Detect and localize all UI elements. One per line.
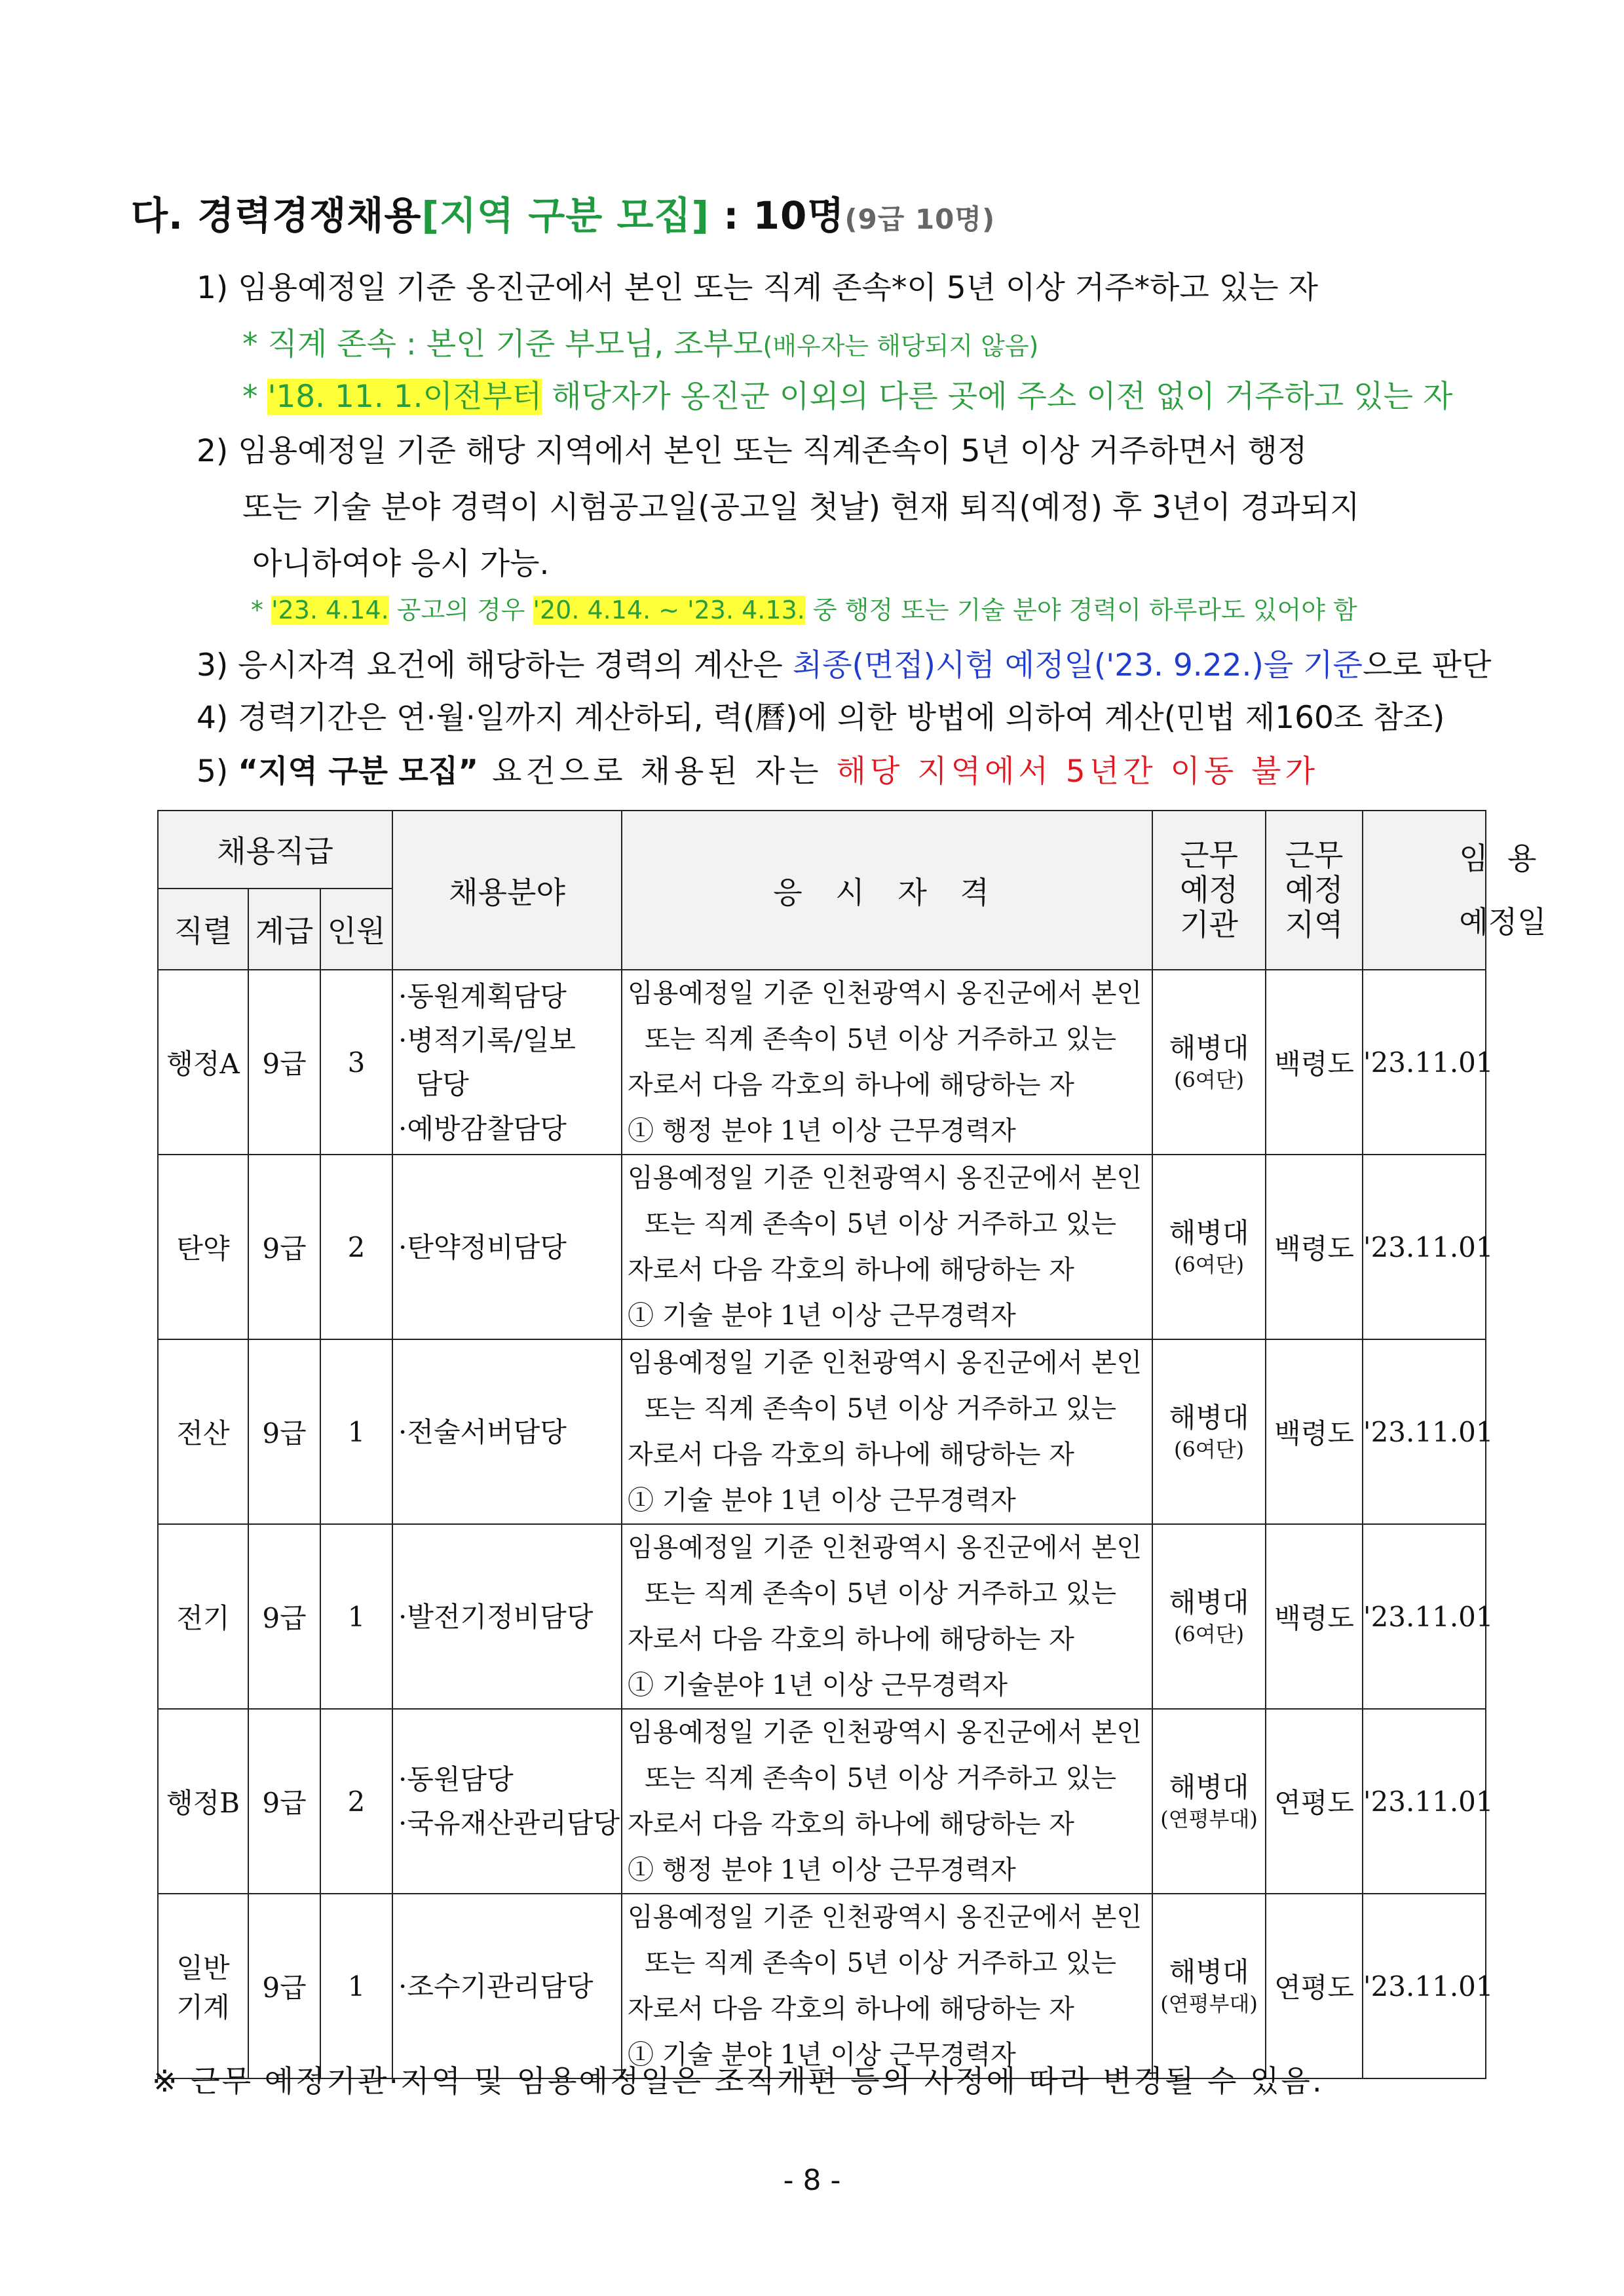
qual-line-1: 임용예정일 기준 인천광역시 옹진군에서 본인 <box>628 1348 1142 1379</box>
qual-line-1: 임용예정일 기준 인천광역시 옹진군에서 본인 <box>628 1717 1142 1748</box>
count-label: 2 <box>347 1231 366 1263</box>
region-label: 백령도 <box>1274 1417 1354 1450</box>
qual-line-3: 자로서 다음 각호의 하나에 해당하는 자 <box>628 1994 1074 2025</box>
field-item: 담당 <box>398 1068 469 1101</box>
count-label: 3 <box>347 1046 366 1079</box>
item-2-line-2: 또는 기술 분야 경력이 시험공고일(공고일 첫날) 현재 퇴직(예정) 후 3년이 경과되지 <box>242 489 1360 526</box>
qual-line-3: 자로서 다음 각호의 하나에 해당하는 자 <box>628 1255 1074 1286</box>
field-item: ·병적기록/일보 <box>398 1024 576 1057</box>
region-cell <box>1266 1894 1363 2078</box>
institution-cell <box>1152 1339 1266 1524</box>
item-2-line-1: 2) 임용예정일 기준 해당 지역에서 본인 또는 직계존속이 5년 이상 거주하면서 행정 <box>197 433 1308 469</box>
note-1-aside: (배우자는 해당되지 않음) <box>763 332 1039 360</box>
level-label: 9급 <box>262 1417 307 1450</box>
header-date-l2: 예정일 <box>1459 904 1547 940</box>
qual-line-2: 또는 직계 존속이 5년 이상 거주하고 있는 <box>645 1763 1117 1794</box>
header-inst-l2: 예정 <box>1180 872 1238 908</box>
item-5-text: 요건으로 채용된 자는 <box>478 754 837 790</box>
institution-name: 해병대 <box>1169 1771 1249 1804</box>
institution-name: 해병대 <box>1169 1586 1249 1619</box>
date-label: '23.11.01 <box>1363 1600 1494 1633</box>
qual-line-2: 또는 직계 존속이 5년 이상 거주하고 있는 <box>645 1948 1117 1979</box>
level-label: 9급 <box>262 1233 307 1265</box>
series-cell <box>158 1709 248 1894</box>
region-label: 백령도 <box>1274 1048 1354 1081</box>
level-cell <box>248 1524 320 1709</box>
table-row <box>158 1339 1486 1524</box>
header-date <box>1363 811 1547 970</box>
header-region <box>1266 811 1363 970</box>
header-count: 인원 <box>320 889 392 970</box>
field-item: ·발전기정비담당 <box>398 1600 594 1633</box>
header-grade-group: 채용직급 <box>158 811 392 889</box>
level-cell <box>248 1709 320 1894</box>
region-label: 연평도 <box>1274 1972 1354 2004</box>
series-label: 전기 <box>176 1602 230 1635</box>
date-label: '23.11.01 <box>1363 1046 1494 1079</box>
count-label: 2 <box>347 1785 366 1818</box>
header-region-l1: 근무 <box>1285 837 1344 873</box>
qual-line-2: 또는 직계 존속이 5년 이상 거주하고 있는 <box>645 1394 1117 1425</box>
count-label: 1 <box>347 1970 366 2002</box>
count-cell <box>320 1709 392 1894</box>
qual-line-2: 또는 직계 존속이 5년 이상 거주하고 있는 <box>645 1024 1117 1055</box>
region-cell <box>1266 1155 1363 1339</box>
institution-cell <box>1152 970 1266 1155</box>
fields-cell <box>392 1709 622 1894</box>
field-item: ·전술서버담당 <box>398 1415 567 1448</box>
qualification-cell <box>622 1709 1152 1894</box>
region-cell <box>1266 970 1363 1155</box>
institution-name: 해병대 <box>1169 1956 1249 1989</box>
item-2-line-3: 아니하여야 응시 가능. <box>252 546 550 582</box>
header-level: 계급 <box>248 889 320 970</box>
qual-line-2: 또는 직계 존속이 5년 이상 거주하고 있는 <box>645 1209 1117 1240</box>
qual-line-4: ① 기술 분야 1년 이상 근무경력자 <box>628 1485 1016 1516</box>
level-cell <box>248 970 320 1155</box>
qual-line-1: 임용예정일 기준 인천광역시 옹진군에서 본인 <box>628 1533 1142 1563</box>
qual-line-1: 임용예정일 기준 인천광역시 옹진군에서 본인 <box>628 1163 1142 1194</box>
region-label: 백령도 <box>1274 1233 1354 1265</box>
institution-cell <box>1152 1894 1266 2078</box>
fields-cell <box>392 1339 622 1524</box>
series-cell <box>158 1894 248 2078</box>
item-1-note-1 <box>242 320 1038 364</box>
institution-unit: (6여단) <box>1173 1436 1245 1462</box>
item-5-num: 5) <box>197 754 238 790</box>
level-cell <box>248 1155 320 1339</box>
institution-cell <box>1152 1155 1266 1339</box>
region-label: 백령도 <box>1274 1602 1354 1635</box>
region-cell <box>1266 1524 1363 1709</box>
note-highlight-2: '20. 4.14. ~ '23. 4.13. <box>533 596 805 624</box>
count-label: 1 <box>347 1415 366 1448</box>
count-cell <box>320 1894 392 2078</box>
series-cell <box>158 1155 248 1339</box>
institution-unit: (6여단) <box>1173 1067 1245 1092</box>
series-label: 전산 <box>176 1417 230 1450</box>
header-series: 직렬 <box>158 889 248 970</box>
qualification-cell <box>622 1155 1152 1339</box>
header-inst-l3: 기관 <box>1180 907 1238 943</box>
qual-line-4: ① 행정 분야 1년 이상 근무경력자 <box>628 1855 1016 1886</box>
page-number: - 8 - <box>783 2164 841 2197</box>
header-region-l3: 지역 <box>1285 907 1344 943</box>
qual-line-3: 자로서 다음 각호의 하나에 해당하는 자 <box>628 1440 1074 1470</box>
footnote: ※ 근무 예정기관·지역 및 임용예정일은 조직개편 등의 사정에 따라 변경될 수 있음. <box>152 2063 1324 2099</box>
note-2-highlight: '18. 11. 1.이전부터 <box>267 379 542 415</box>
item-4: 4) 경력기간은 연·월·일까지 계산하되, 력(曆)에 의한 방법에 의하여 계산(민법 제160조 참조) <box>197 700 1445 736</box>
qual-line-3: 자로서 다음 각호의 하나에 해당하는 자 <box>628 1070 1074 1101</box>
count-cell <box>320 1524 392 1709</box>
qual-line-2: 또는 직계 존속이 5년 이상 거주하고 있는 <box>645 1578 1117 1609</box>
level-cell <box>248 1894 320 2078</box>
qualification-cell <box>622 1524 1152 1709</box>
item-5 <box>197 747 1319 791</box>
header-institution <box>1152 811 1266 970</box>
series-label: 탄약 <box>176 1233 230 1265</box>
item-3-end: 으로 판단 <box>1362 647 1492 683</box>
field-item: ·예방감찰담당 <box>398 1112 567 1145</box>
qualification-cell <box>622 1894 1152 2078</box>
series-cell <box>158 1524 248 1709</box>
table-row <box>158 1894 1486 2078</box>
institution-unit: (연평부대) <box>1160 1806 1258 1831</box>
institution-unit: (6여단) <box>1173 1252 1245 1277</box>
heading-bracket: [지역 구분 모집] <box>421 193 710 238</box>
date-cell <box>1363 1709 1494 1894</box>
header-field: 채용분야 <box>392 811 622 970</box>
date-cell <box>1363 970 1494 1155</box>
note-2-text: 해당자가 옹진군 이외의 다른 곳에 주소 이전 없이 거주하고 있는 자 <box>542 379 1453 415</box>
note-highlight-1: '23. 4.14. <box>271 596 389 624</box>
note-star: * <box>251 596 272 624</box>
header-qualification: 응 시 자 격 <box>622 811 1152 970</box>
item-3 <box>197 641 1492 685</box>
series-cell <box>158 970 248 1155</box>
count-cell <box>320 1155 392 1339</box>
institution-unit: (6여단) <box>1173 1621 1245 1647</box>
level-cell <box>248 1339 320 1524</box>
count-cell <box>320 1339 392 1524</box>
field-item: ·국유재산관리담당 <box>398 1807 620 1840</box>
institution-cell <box>1152 1709 1266 1894</box>
series-label: 행정B <box>166 1787 240 1820</box>
note-text: 공고의 경우 <box>388 596 533 624</box>
institution-name: 해병대 <box>1169 1402 1249 1434</box>
note-1-text: * 직계 존속 : 본인 기준 부모님, 조부모 <box>242 326 763 362</box>
qual-line-4: ① 기술 분야 1년 이상 근무경력자 <box>628 1301 1016 1331</box>
item-3-text: 3) 응시자격 요건에 해당하는 경력의 계산은 <box>197 647 793 683</box>
item-1: 1) 임용예정일 기준 옹진군에서 본인 또는 직계 존속*이 5년 이상 거주*하고 있는 자 <box>197 270 1318 306</box>
header-date-l1: 임 용 <box>1459 841 1537 877</box>
date-cell <box>1363 1894 1494 2078</box>
table-row <box>158 970 1486 1155</box>
institution-name: 해병대 <box>1169 1032 1249 1065</box>
fields-cell <box>392 1524 622 1709</box>
field-item: ·동원계획담당 <box>398 980 567 1013</box>
positions-table <box>157 810 1547 2079</box>
region-cell <box>1266 1339 1363 1524</box>
level-label: 9급 <box>262 1048 307 1081</box>
level-label: 9급 <box>262 1972 307 2004</box>
heading-subcount: (9급 10명) <box>844 203 996 235</box>
header-inst-l1: 근무 <box>1180 837 1238 873</box>
header-region-l2: 예정 <box>1285 872 1344 908</box>
date-label: '23.11.01 <box>1363 1415 1494 1448</box>
field-item: ·동원담당 <box>398 1763 514 1796</box>
heading-title: 다. 경력경쟁채용 <box>131 193 422 238</box>
series-cell <box>158 1339 248 1524</box>
qual-line-4: ① 기술분야 1년 이상 근무경력자 <box>628 1670 1008 1701</box>
institution-cell <box>1152 1524 1266 1709</box>
institution-unit: (연평부대) <box>1160 1991 1258 2016</box>
series-label: 일반 <box>176 1952 230 1985</box>
region-label: 연평도 <box>1274 1787 1354 1820</box>
series-label-2: 기계 <box>176 1991 230 2024</box>
date-label: '23.11.01 <box>1363 1231 1494 1263</box>
date-label: '23.11.01 <box>1363 1970 1494 2002</box>
item-1-note-2 <box>242 372 1452 416</box>
level-label: 9급 <box>262 1602 307 1635</box>
institution-name: 해병대 <box>1169 1217 1249 1250</box>
date-label: '23.11.01 <box>1363 1785 1494 1818</box>
qual-line-3: 자로서 다음 각호의 하나에 해당하는 자 <box>628 1624 1074 1655</box>
qual-line-4: ① 기술 분야 1년 이상 근무경력자 <box>628 2040 1016 2071</box>
table-row <box>158 1709 1486 1894</box>
series-label: 행정A <box>166 1048 240 1081</box>
qual-line-4: ① 행정 분야 1년 이상 근무경력자 <box>628 1116 1016 1147</box>
heading-count: : 10명 <box>709 193 845 238</box>
date-cell <box>1363 1155 1494 1339</box>
qual-line-3: 자로서 다음 각호의 하나에 해당하는 자 <box>628 1809 1074 1840</box>
date-cell <box>1363 1524 1494 1709</box>
qualification-cell <box>622 970 1152 1155</box>
table-row <box>158 1155 1486 1339</box>
fields-cell <box>392 1155 622 1339</box>
note-2-star: * <box>242 379 268 415</box>
field-item: ·조수기관리담당 <box>398 1970 594 2002</box>
date-cell <box>1363 1339 1494 1524</box>
note-text-rest: 중 행정 또는 기술 분야 경력이 하루라도 있어야 함 <box>804 596 1357 624</box>
item-2-note <box>251 590 1357 626</box>
qual-line-1: 임용예정일 기준 인천광역시 옹진군에서 본인 <box>628 1902 1142 1933</box>
region-cell <box>1266 1709 1363 1894</box>
item-3-emphasis: 최종(면접)시험 예정일('23. 9.22.)을 기준 <box>792 647 1363 683</box>
qualification-cell <box>622 1339 1152 1524</box>
count-label: 1 <box>347 1600 366 1633</box>
item-5-warning: 해당 지역에서 5년간 이동 불가 <box>836 754 1319 790</box>
qual-line-1: 임용예정일 기준 인천광역시 옹진군에서 본인 <box>628 978 1142 1009</box>
fields-cell <box>392 1894 622 2078</box>
section-heading <box>131 185 1539 240</box>
item-5-quoted: “지역 구분 모집” <box>238 754 479 790</box>
level-label: 9급 <box>262 1787 307 1820</box>
table-row <box>158 1524 1486 1709</box>
count-cell <box>320 970 392 1155</box>
fields-cell <box>392 970 622 1155</box>
field-item: ·탄약정비담당 <box>398 1231 567 1263</box>
